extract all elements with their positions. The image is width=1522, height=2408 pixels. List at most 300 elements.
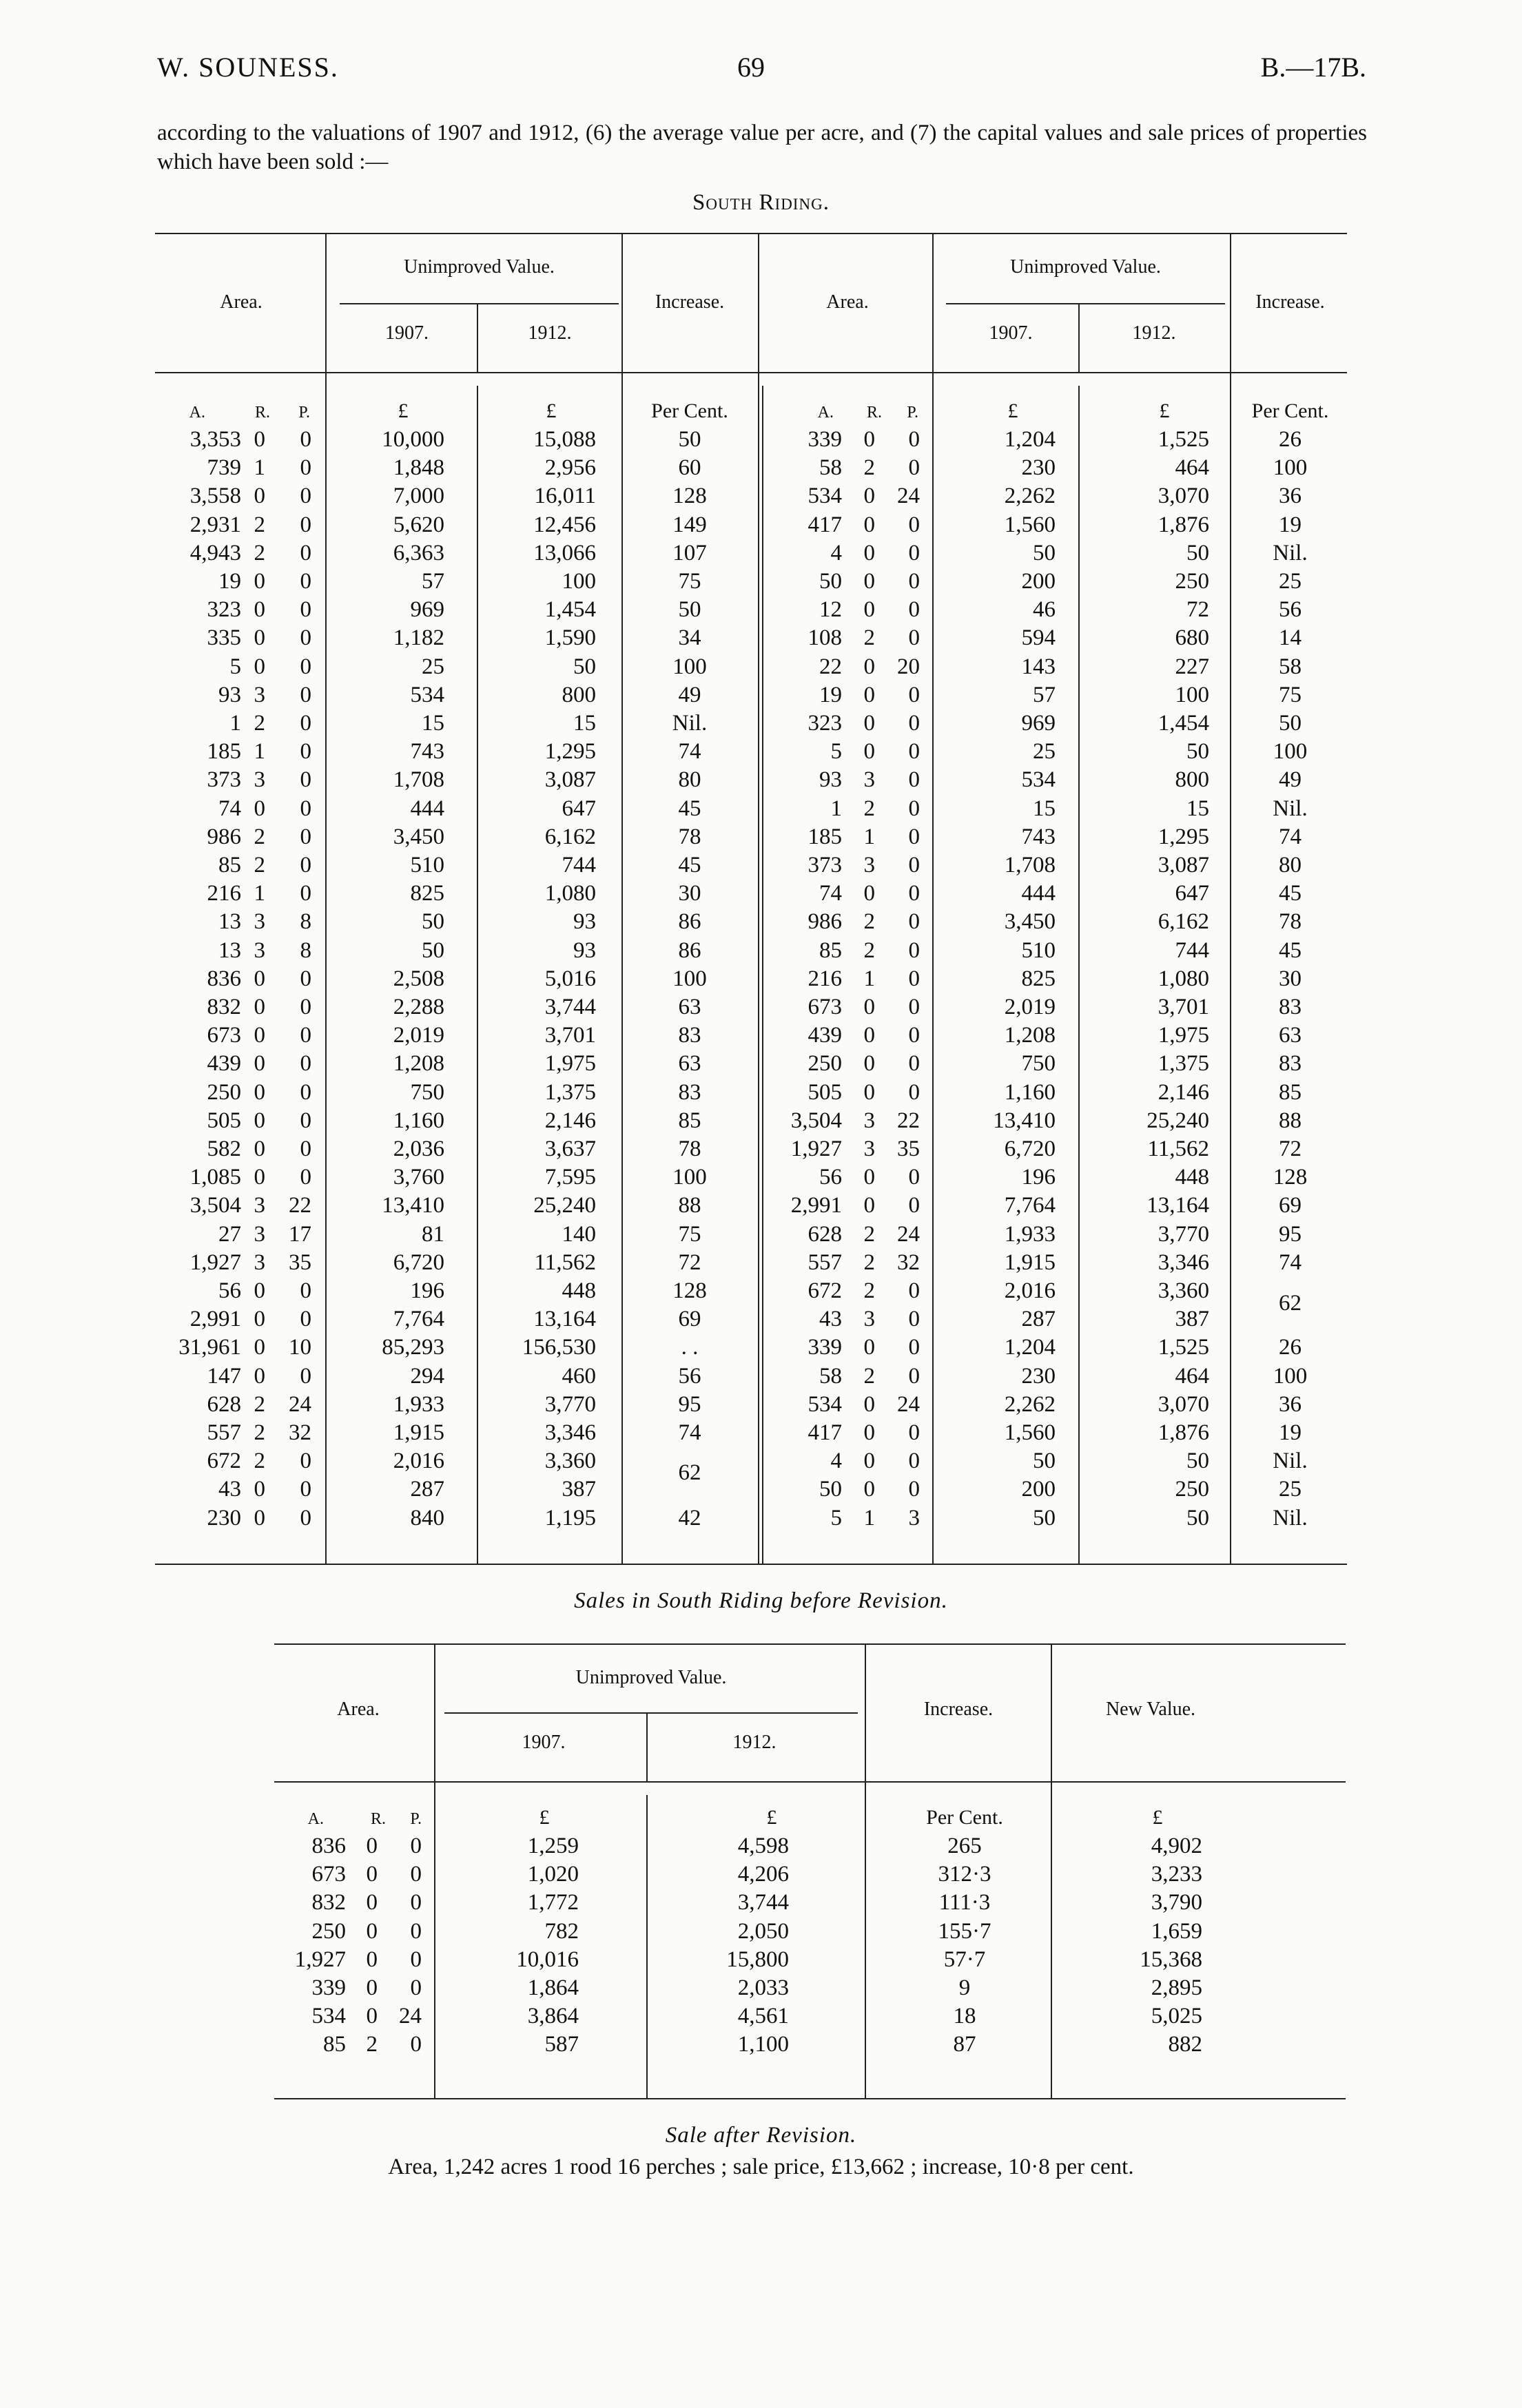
table-cell: 2 bbox=[863, 455, 875, 481]
table-cell: 1,195 bbox=[544, 1505, 596, 1530]
table-cell: 750 bbox=[1021, 1051, 1056, 1077]
table-cell: 56 bbox=[218, 1278, 241, 1303]
table-cell: 680 bbox=[1175, 625, 1209, 651]
table-cell: Nil. bbox=[1273, 540, 1308, 565]
table-cell: 2,019 bbox=[1004, 995, 1056, 1019]
table-cell: 22 bbox=[289, 1193, 311, 1218]
table-cell: 0 bbox=[366, 2004, 378, 2029]
table-cell: 24 bbox=[897, 484, 920, 509]
table-cell: 45 bbox=[1279, 881, 1302, 906]
table-cell: 7,595 bbox=[544, 1165, 596, 1190]
table-cell: 0 bbox=[300, 682, 311, 707]
table-cell: 417 bbox=[808, 1420, 842, 1445]
table-cell: 3,087 bbox=[544, 767, 596, 793]
table-row bbox=[0, 2032, 1522, 2060]
right-1912-header: 1912. bbox=[1132, 322, 1176, 344]
table-cell: 196 bbox=[410, 1278, 444, 1303]
table-cell: 2,262 bbox=[1004, 1391, 1056, 1417]
table-cell: 2 bbox=[254, 711, 265, 736]
table-row bbox=[0, 1919, 1522, 1947]
sales-1907-header: 1907. bbox=[522, 1732, 566, 1753]
table-cell: 582 bbox=[207, 1136, 241, 1161]
table-cell: 5 bbox=[830, 739, 842, 765]
table-cell: 86 bbox=[678, 937, 701, 963]
unit-p: P. bbox=[410, 1810, 422, 1828]
table-cell: 3,346 bbox=[544, 1420, 596, 1445]
table-cell: 2,050 bbox=[737, 1918, 789, 1944]
table-cell: 147 bbox=[207, 1363, 241, 1389]
table-cell: 0 bbox=[863, 711, 875, 736]
table-cell: 0 bbox=[908, 1051, 920, 1077]
table-cell: 0 bbox=[300, 1363, 311, 1389]
table-cell: 22 bbox=[819, 654, 842, 679]
table-cell: 3 bbox=[863, 767, 875, 793]
table-cell: 227 bbox=[1175, 654, 1209, 679]
table-cell: 2,146 bbox=[544, 1108, 596, 1133]
table-cell: 0 bbox=[908, 512, 920, 537]
table-cell: 1,295 bbox=[1158, 824, 1209, 849]
table-cell: 0 bbox=[863, 512, 875, 537]
table-cell: 250 bbox=[207, 1079, 241, 1105]
table-cell: 50 bbox=[422, 909, 444, 935]
table-cell: 387 bbox=[1175, 1307, 1209, 1332]
table-cell: 83 bbox=[678, 1079, 701, 1105]
table-cell: 2 bbox=[863, 909, 875, 935]
table-cell: 0 bbox=[254, 1165, 265, 1190]
right-unimproved-header: Unimproved Value. bbox=[1010, 256, 1161, 278]
table-cell: 0 bbox=[908, 909, 920, 935]
table-cell: 1,590 bbox=[544, 625, 596, 651]
table-cell: 3,504 bbox=[790, 1108, 842, 1133]
unit-pound: £ bbox=[1159, 399, 1170, 422]
table-cell: 743 bbox=[410, 739, 444, 765]
sales-area-header: Area. bbox=[337, 1699, 380, 1720]
table-cell: 0 bbox=[863, 1023, 875, 1048]
table-cell: 587 bbox=[544, 2032, 579, 2057]
sales-before-title: Sales in South Riding before Revision. bbox=[574, 1588, 948, 1613]
right-area-header: Area. bbox=[826, 291, 869, 313]
table-cell: 1,182 bbox=[393, 625, 444, 651]
table-cell: 6,162 bbox=[544, 824, 596, 849]
table-cell: 50 bbox=[1033, 540, 1056, 565]
table-cell: 0 bbox=[300, 1278, 311, 1303]
table-cell: 85 bbox=[218, 853, 241, 878]
table-cell: 339 bbox=[311, 1975, 346, 2000]
table-cell: 1,915 bbox=[393, 1420, 444, 1445]
table-cell: 0 bbox=[863, 1335, 875, 1360]
table-cell: 216 bbox=[207, 881, 241, 906]
unit-r: R. bbox=[370, 1810, 386, 1828]
sale-after-text: Area, 1,242 acres 1 rood 16 perches ; sale price, £13,662 ; increase, 10·8 per cent. bbox=[388, 2155, 1134, 2179]
table-cell: 0 bbox=[254, 1079, 265, 1105]
table-cell: 87 bbox=[953, 2032, 976, 2057]
table-cell: 0 bbox=[300, 1023, 311, 1048]
table-cell: 3,701 bbox=[544, 1023, 596, 1048]
table-cell: 0 bbox=[410, 2032, 422, 2057]
table-cell: 339 bbox=[808, 1335, 842, 1360]
table-cell: 2 bbox=[863, 1221, 875, 1247]
table-cell: 1,659 bbox=[1151, 1918, 1202, 1944]
table-cell: 12,456 bbox=[533, 512, 596, 537]
table-cell: 800 bbox=[562, 682, 596, 707]
table-cell: 1,864 bbox=[527, 1975, 579, 2000]
table-cell: 0 bbox=[254, 1505, 265, 1530]
table-cell: 5,016 bbox=[544, 966, 596, 991]
table-cell: 0 bbox=[254, 427, 265, 452]
table-row bbox=[0, 1947, 1522, 1975]
table-cell: 1,525 bbox=[1158, 427, 1209, 452]
table-cell: 2,895 bbox=[1151, 1975, 1202, 2000]
table-cell: 0 bbox=[300, 1051, 311, 1077]
table-cell: 86 bbox=[678, 909, 701, 935]
table-cell: 0 bbox=[863, 1193, 875, 1218]
table-cell: 1,204 bbox=[1004, 1335, 1056, 1360]
table-cell: 0 bbox=[254, 1108, 265, 1133]
table-cell: 0 bbox=[254, 1051, 265, 1077]
unit-pound: £ bbox=[1152, 1806, 1163, 1829]
table-cell: 5,620 bbox=[393, 512, 444, 537]
table-cell: 93 bbox=[218, 682, 241, 707]
table-cell: 13,410 bbox=[382, 1193, 444, 1218]
table-cell: 93 bbox=[573, 909, 596, 935]
table-cell: 74 bbox=[819, 881, 842, 906]
table-cell: 13,164 bbox=[1146, 1193, 1209, 1218]
table-cell: 25 bbox=[1279, 1477, 1302, 1502]
table-cell: 3 bbox=[254, 1221, 265, 1247]
table-cell: 0 bbox=[863, 1477, 875, 1502]
table-cell: 0 bbox=[908, 966, 920, 991]
table-cell: 1 bbox=[863, 1505, 875, 1530]
table-cell: 0 bbox=[908, 995, 920, 1019]
table-cell: 510 bbox=[410, 853, 444, 878]
table-cell: 825 bbox=[410, 881, 444, 906]
table-cell: 0 bbox=[254, 569, 265, 594]
table-cell: 15 bbox=[1186, 796, 1209, 821]
table-cell: 3 bbox=[254, 767, 265, 793]
table-cell: 3 bbox=[254, 1193, 265, 1218]
table-cell: 25 bbox=[1033, 739, 1056, 765]
table-cell: 0 bbox=[908, 682, 920, 707]
table-cell: 85 bbox=[819, 937, 842, 963]
sales-1912-header: 1912. bbox=[732, 1732, 777, 1753]
table-cell: 2 bbox=[254, 1420, 265, 1445]
table-cell: 1,160 bbox=[393, 1108, 444, 1133]
table-cell: 50 bbox=[1279, 711, 1302, 736]
table-cell: 1,525 bbox=[1158, 1335, 1209, 1360]
table-cell: 312·3 bbox=[938, 1862, 991, 1887]
table-cell: 832 bbox=[311, 1890, 346, 1916]
table-cell: 50 bbox=[678, 597, 701, 623]
table-cell: 0 bbox=[366, 1918, 378, 1944]
table-cell: 35 bbox=[289, 1249, 311, 1275]
table-cell: 0 bbox=[300, 881, 311, 906]
table-cell: 85 bbox=[323, 2032, 346, 2057]
table-cell: 2,146 bbox=[1158, 1079, 1209, 1105]
table-cell: 0 bbox=[908, 711, 920, 736]
table-cell: 100 bbox=[1273, 455, 1308, 481]
left-1907-header: 1907. bbox=[385, 322, 429, 344]
table-cell: 2 bbox=[254, 1449, 265, 1474]
unit-percent: Per Cent. bbox=[1251, 399, 1329, 422]
table-cell: 3,760 bbox=[393, 1165, 444, 1190]
table-cell: 3,637 bbox=[544, 1136, 596, 1161]
south-riding-title: South Riding. bbox=[692, 190, 830, 215]
unit-pound: £ bbox=[539, 1806, 550, 1829]
table-cell: 2 bbox=[254, 1391, 265, 1417]
table-cell: 3 bbox=[254, 909, 265, 935]
table-cell: 1,933 bbox=[1004, 1221, 1056, 1247]
table-cell: 0 bbox=[300, 484, 311, 509]
table-cell: 825 bbox=[1021, 966, 1056, 991]
table-cell: 387 bbox=[562, 1477, 596, 1502]
table-cell: 19 bbox=[1279, 512, 1302, 537]
table-cell: 45 bbox=[678, 796, 701, 821]
table-cell: 2 bbox=[863, 625, 875, 651]
left-1912-header: 1912. bbox=[528, 322, 572, 344]
right-increase-header: Increase. bbox=[1255, 291, 1325, 313]
table-cell: 78 bbox=[1279, 909, 1302, 935]
table-cell: 1,927 bbox=[294, 1947, 346, 1972]
table-cell: 8 bbox=[300, 937, 311, 963]
table-cell: 0 bbox=[300, 796, 311, 821]
table-cell: 8 bbox=[300, 909, 311, 935]
table-cell: 647 bbox=[1175, 881, 1209, 906]
table-cell: 1,708 bbox=[1004, 853, 1056, 878]
table-cell: 2,036 bbox=[393, 1136, 444, 1161]
table-cell: 75 bbox=[1279, 682, 1302, 707]
table-cell: 100 bbox=[672, 1165, 707, 1190]
table-cell: 57 bbox=[1033, 682, 1056, 707]
table-cell: 557 bbox=[808, 1249, 842, 1275]
table-cell: 0 bbox=[300, 569, 311, 594]
table-cell: 85 bbox=[678, 1108, 701, 1133]
table-cell: 2,016 bbox=[393, 1449, 444, 1474]
table-cell: 50 bbox=[819, 569, 842, 594]
table-cell: 0 bbox=[908, 1165, 920, 1190]
table-cell: 2 bbox=[254, 512, 265, 537]
table-cell: 672 bbox=[207, 1449, 241, 1474]
table-cell: 3,864 bbox=[527, 2004, 579, 2029]
table-cell: 15 bbox=[1033, 796, 1056, 821]
table-cell: 3,233 bbox=[1151, 1862, 1202, 1887]
table-cell: 20 bbox=[897, 654, 920, 679]
table-cell: 63 bbox=[1279, 1023, 1302, 1048]
table-cell: 1,876 bbox=[1158, 512, 1209, 537]
table-cell: 439 bbox=[808, 1023, 842, 1048]
table-cell: 1,208 bbox=[1004, 1023, 1056, 1048]
table-cell: 3,701 bbox=[1158, 995, 1209, 1019]
table-cell: 3 bbox=[254, 682, 265, 707]
table-cell: 444 bbox=[1021, 881, 1056, 906]
table-cell: 25,240 bbox=[1146, 1108, 1209, 1133]
table-cell: 43 bbox=[218, 1477, 241, 1502]
table-cell: 13,410 bbox=[993, 1108, 1056, 1133]
table-cell: 1 bbox=[254, 739, 265, 765]
table-cell: 335 bbox=[207, 625, 241, 651]
table-cell: 1,560 bbox=[1004, 1420, 1056, 1445]
sale-after-title: Sale after Revision. bbox=[665, 2123, 857, 2148]
author-header: W. SOUNESS. bbox=[157, 52, 339, 83]
table-cell: 216 bbox=[808, 966, 842, 991]
unit-percent: Per Cent. bbox=[926, 1806, 1003, 1829]
table-cell: 0 bbox=[300, 1136, 311, 1161]
table-cell: 12 bbox=[819, 597, 842, 623]
table-cell: 74 bbox=[1279, 1249, 1302, 1275]
table-cell: 6,363 bbox=[393, 540, 444, 565]
table-cell: 986 bbox=[207, 824, 241, 849]
unit-r: R. bbox=[866, 404, 882, 422]
table-cell: 10,016 bbox=[516, 1947, 579, 1972]
table-cell: 1,259 bbox=[527, 1834, 579, 1858]
left-area-header: Area. bbox=[220, 291, 263, 313]
table-cell: 417 bbox=[808, 512, 842, 537]
table-cell: 34 bbox=[678, 625, 701, 651]
table-cell: 156,530 bbox=[522, 1335, 596, 1360]
table-cell: 0 bbox=[300, 455, 311, 481]
table-cell: 0 bbox=[410, 1947, 422, 1972]
table-cell: 50 bbox=[573, 654, 596, 679]
table-cell: 0 bbox=[863, 427, 875, 452]
table-cell: 85 bbox=[1279, 1079, 1302, 1105]
table-cell: 287 bbox=[410, 1477, 444, 1502]
table-cell: 534 bbox=[410, 682, 444, 707]
table-row bbox=[0, 2004, 1522, 2032]
table-cell: 6,162 bbox=[1158, 909, 1209, 935]
table-cell: 323 bbox=[808, 711, 842, 736]
table-cell: 0 bbox=[300, 853, 311, 878]
table-cell: 75 bbox=[678, 1221, 701, 1247]
table-cell: 1,295 bbox=[544, 739, 596, 765]
table-cell: 0 bbox=[908, 1079, 920, 1105]
table-cell: 49 bbox=[1279, 767, 1302, 793]
table-cell: 0 bbox=[863, 540, 875, 565]
table-cell: 2 bbox=[254, 824, 265, 849]
table-cell: 0 bbox=[863, 1079, 875, 1105]
table-cell: 0 bbox=[254, 654, 265, 679]
table-cell: 111·3 bbox=[938, 1890, 991, 1916]
table-cell: 2,262 bbox=[1004, 484, 1056, 509]
table-cell: 4 bbox=[830, 540, 842, 565]
table-cell: 250 bbox=[1175, 1477, 1209, 1502]
table-cell: 25 bbox=[422, 654, 444, 679]
table-cell: 35 bbox=[897, 1136, 920, 1161]
table-cell: 1,708 bbox=[393, 767, 444, 793]
table-cell: 505 bbox=[207, 1108, 241, 1133]
table-cell: 58 bbox=[819, 455, 842, 481]
table-cell: 0 bbox=[908, 881, 920, 906]
table-cell: 3,558 bbox=[189, 484, 241, 509]
table-cell: 26 bbox=[1279, 1335, 1302, 1360]
table-cell: 986 bbox=[808, 909, 842, 935]
unit-a: A. bbox=[307, 1810, 324, 1828]
table-cell: 11,562 bbox=[534, 1249, 596, 1275]
table-cell: 3 bbox=[254, 1249, 265, 1275]
table-cell: 0 bbox=[254, 1278, 265, 1303]
table-cell: 26 bbox=[1279, 427, 1302, 452]
table-cell: 83 bbox=[678, 1023, 701, 1048]
table-cell: 1,454 bbox=[544, 597, 596, 623]
table-cell: 969 bbox=[410, 597, 444, 623]
table-cell: 95 bbox=[1279, 1221, 1302, 1247]
table-cell: 1,375 bbox=[1158, 1051, 1209, 1077]
table-cell: 0 bbox=[908, 1278, 920, 1303]
table-cell: 49 bbox=[678, 682, 701, 707]
table-cell: 3,070 bbox=[1158, 1391, 1209, 1417]
table-cell: 0 bbox=[863, 597, 875, 623]
table-cell: 0 bbox=[366, 1862, 378, 1887]
table-cell: 0 bbox=[254, 1335, 265, 1360]
table-cell: 448 bbox=[562, 1278, 596, 1303]
table-cell: 4 bbox=[830, 1449, 842, 1474]
table-cell: 0 bbox=[863, 1051, 875, 1077]
table-cell: 46 bbox=[1033, 597, 1056, 623]
table-cell: 0 bbox=[410, 1975, 422, 2000]
table-cell: 0 bbox=[908, 597, 920, 623]
table-cell: 739 bbox=[207, 455, 241, 481]
table-cell: 95 bbox=[678, 1391, 701, 1417]
table-cell: 4,561 bbox=[737, 2004, 789, 2029]
table-cell: 1 bbox=[863, 966, 875, 991]
table-cell: 1,560 bbox=[1004, 512, 1056, 537]
table-cell: 2 bbox=[863, 796, 875, 821]
table-cell: 19 bbox=[218, 569, 241, 594]
table-cell: 36 bbox=[1279, 484, 1302, 509]
table-cell: 0 bbox=[254, 995, 265, 1019]
table-cell: 230 bbox=[1021, 455, 1056, 481]
table-cell: 2 bbox=[863, 937, 875, 963]
table-cell: 230 bbox=[207, 1505, 241, 1530]
table-cell: 464 bbox=[1175, 1363, 1209, 1389]
table-cell: 74 bbox=[218, 796, 241, 821]
unit-percent: Per Cent. bbox=[651, 399, 728, 422]
table-cell: 0 bbox=[908, 796, 920, 821]
table-cell: 294 bbox=[410, 1363, 444, 1389]
table-cell: 3,770 bbox=[544, 1391, 596, 1417]
table-cell: 444 bbox=[410, 796, 444, 821]
table-cell: 24 bbox=[897, 1391, 920, 1417]
table-cell: 72 bbox=[1279, 1136, 1302, 1161]
table-cell: 3,353 bbox=[189, 427, 241, 452]
table-cell: 647 bbox=[562, 796, 596, 821]
table-cell: 0 bbox=[366, 1975, 378, 2000]
table-cell: 3,504 bbox=[189, 1193, 241, 1218]
table-cell: 750 bbox=[410, 1079, 444, 1105]
table-cell: 4,902 bbox=[1151, 1834, 1202, 1858]
table-cell: 100 bbox=[1273, 739, 1308, 765]
table-cell: 25,240 bbox=[533, 1193, 596, 1218]
table-cell: 0 bbox=[863, 739, 875, 765]
table-cell: 63 bbox=[678, 1051, 701, 1077]
table-cell: 45 bbox=[678, 853, 701, 878]
table-cell: 15,800 bbox=[726, 1947, 789, 1972]
table-cell: 200 bbox=[1021, 569, 1056, 594]
table-cell: 0 bbox=[908, 540, 920, 565]
table-row bbox=[0, 1975, 1522, 2004]
table-cell: 0 bbox=[300, 1477, 311, 1502]
table-cell: 56 bbox=[819, 1165, 842, 1190]
table-cell: 75 bbox=[678, 569, 701, 594]
table-cell: 19 bbox=[1279, 1420, 1302, 1445]
table-cell: 1,927 bbox=[790, 1136, 842, 1161]
table-cell: 74 bbox=[1279, 824, 1302, 849]
table-cell: 0 bbox=[410, 1834, 422, 1858]
table-cell: 0 bbox=[908, 455, 920, 481]
table-cell: 50 bbox=[819, 1477, 842, 1502]
table-cell: 1,080 bbox=[1158, 966, 1209, 991]
table-cell: 460 bbox=[562, 1363, 596, 1389]
table-cell: 5 bbox=[830, 1505, 842, 1530]
table-cell: 7,764 bbox=[393, 1307, 444, 1332]
